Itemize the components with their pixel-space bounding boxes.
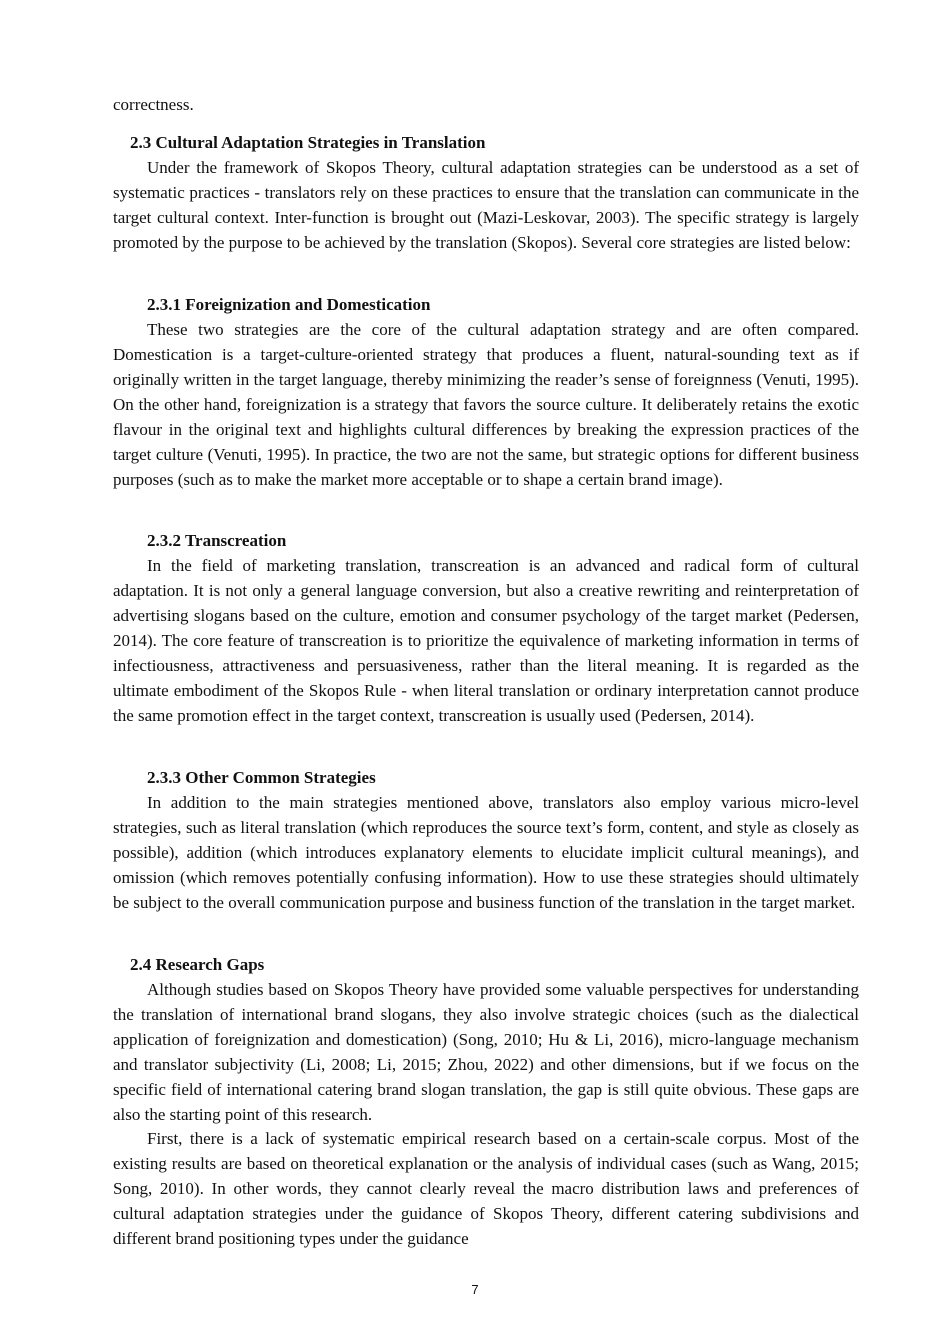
heading-2-3-3: 2.3.3 Other Common Strategies xyxy=(147,768,376,787)
page-number: 7 xyxy=(471,1282,479,1297)
heading-2-3-1: 2.3.1 Foreignization and Domestication xyxy=(147,295,431,314)
paragraph-2-3-2: In the field of marketing translation, transcreation is an advanced and radical form of cultural adaptation. It is not only a general language conversion, but also a creative rewriting and reinterpretation of advertising slogans based on the culture, emotion and consumer psychology of the target market (Pedersen, 2014). The core feature of transcreation is to prioritize the equivalence of marketing information in terms of infectiousness, attractiveness and persuasiveness, rather than the literal meaning. It is regarded as the ultimate embodiment of the Skopos Rule - when literal translation or ordinary interpretation cannot produce the same promotion effect in the target context, transcreation is usually used (Pedersen, 2014). xyxy=(113,556,859,725)
paragraph-2-3: Under the framework of Skopos Theory, cultural adaptation strategies can be understood as a set of systematic practices - translators rely on these practices to ensure that the translation can communicate in the target cultural context. Inter-function is brought out (Mazi-Leskovar, 2003). The specific strategy is largely promoted by the purpose to be achieved by the translation (Skopos). Several core strategies are listed below: xyxy=(113,158,859,252)
heading-2-3-2: 2.3.2 Transcreation xyxy=(147,531,287,550)
continuation-text: correctness. xyxy=(113,95,194,114)
heading-2-3: 2.3 Cultural Adaptation Strategies in Translation xyxy=(130,133,486,152)
paragraph-2-3-3: In addition to the main strategies mentioned above, translators also employ various micro-level strategies, such as literal translation (which reproduces the source text’s form, content, and style as closely as possible), addition (which introduces explanatory elements to elucidate implicit cultural meanings), and omission (which removes potentially confusing information). How to use these strategies should ultimately be subject to the overall communication purpose and business function of the translation in the target market. xyxy=(113,793,859,912)
heading-2-4: 2.4 Research Gaps xyxy=(130,955,265,974)
paragraph-2-4-2: First, there is a lack of systematic empirical research based on a certain-scale corpus. Most of the existing results are based on theoretical explanation or the analysis of individual cases (such as Wang, 2015; Song, 2010). In other words, they cannot clearly reveal the macro distribution laws and preferences of cultural adaptation strategies under the guidance of Skopos Theory, different catering subdivisions and different brand positioning types under the guidance xyxy=(113,1129,859,1248)
paragraph-2-3-1: These two strategies are the core of the cultural adaptation strategy and are often compared. Domestication is a target-culture-oriented strategy that produces a fluent, natural-sounding text as if originally written in the target language, thereby minimizing the reader’s sense of foreignness (Venuti, 1995). On the other hand, foreignization is a strategy that favors the source culture. It deliberately retains the exotic flavour in the original text and highlights cultural differences by breaking the expression practices of the target culture (Venuti, 1995). In practice, the two are not the same, but strategic options for different business purposes (such as to make the market more acceptable or to shape a certain brand image). xyxy=(113,320,859,489)
paragraph-2-4-1: Although studies based on Skopos Theory have provided some valuable perspectives for understanding the translation of international brand slogans, they also involve strategic choices (such as the dialectical application of foreignization and domestication) (Song, 2010; Hu & Li, 2016), micro-language mechanism and translator subjectivity (Li, 2008; Li, 2015; Zhou, 2022) and other dimensions, but if we focus on the specific field of international catering brand slogan translation, the gap is still quite obvious. These gaps are also the starting point of this research. xyxy=(113,980,859,1124)
